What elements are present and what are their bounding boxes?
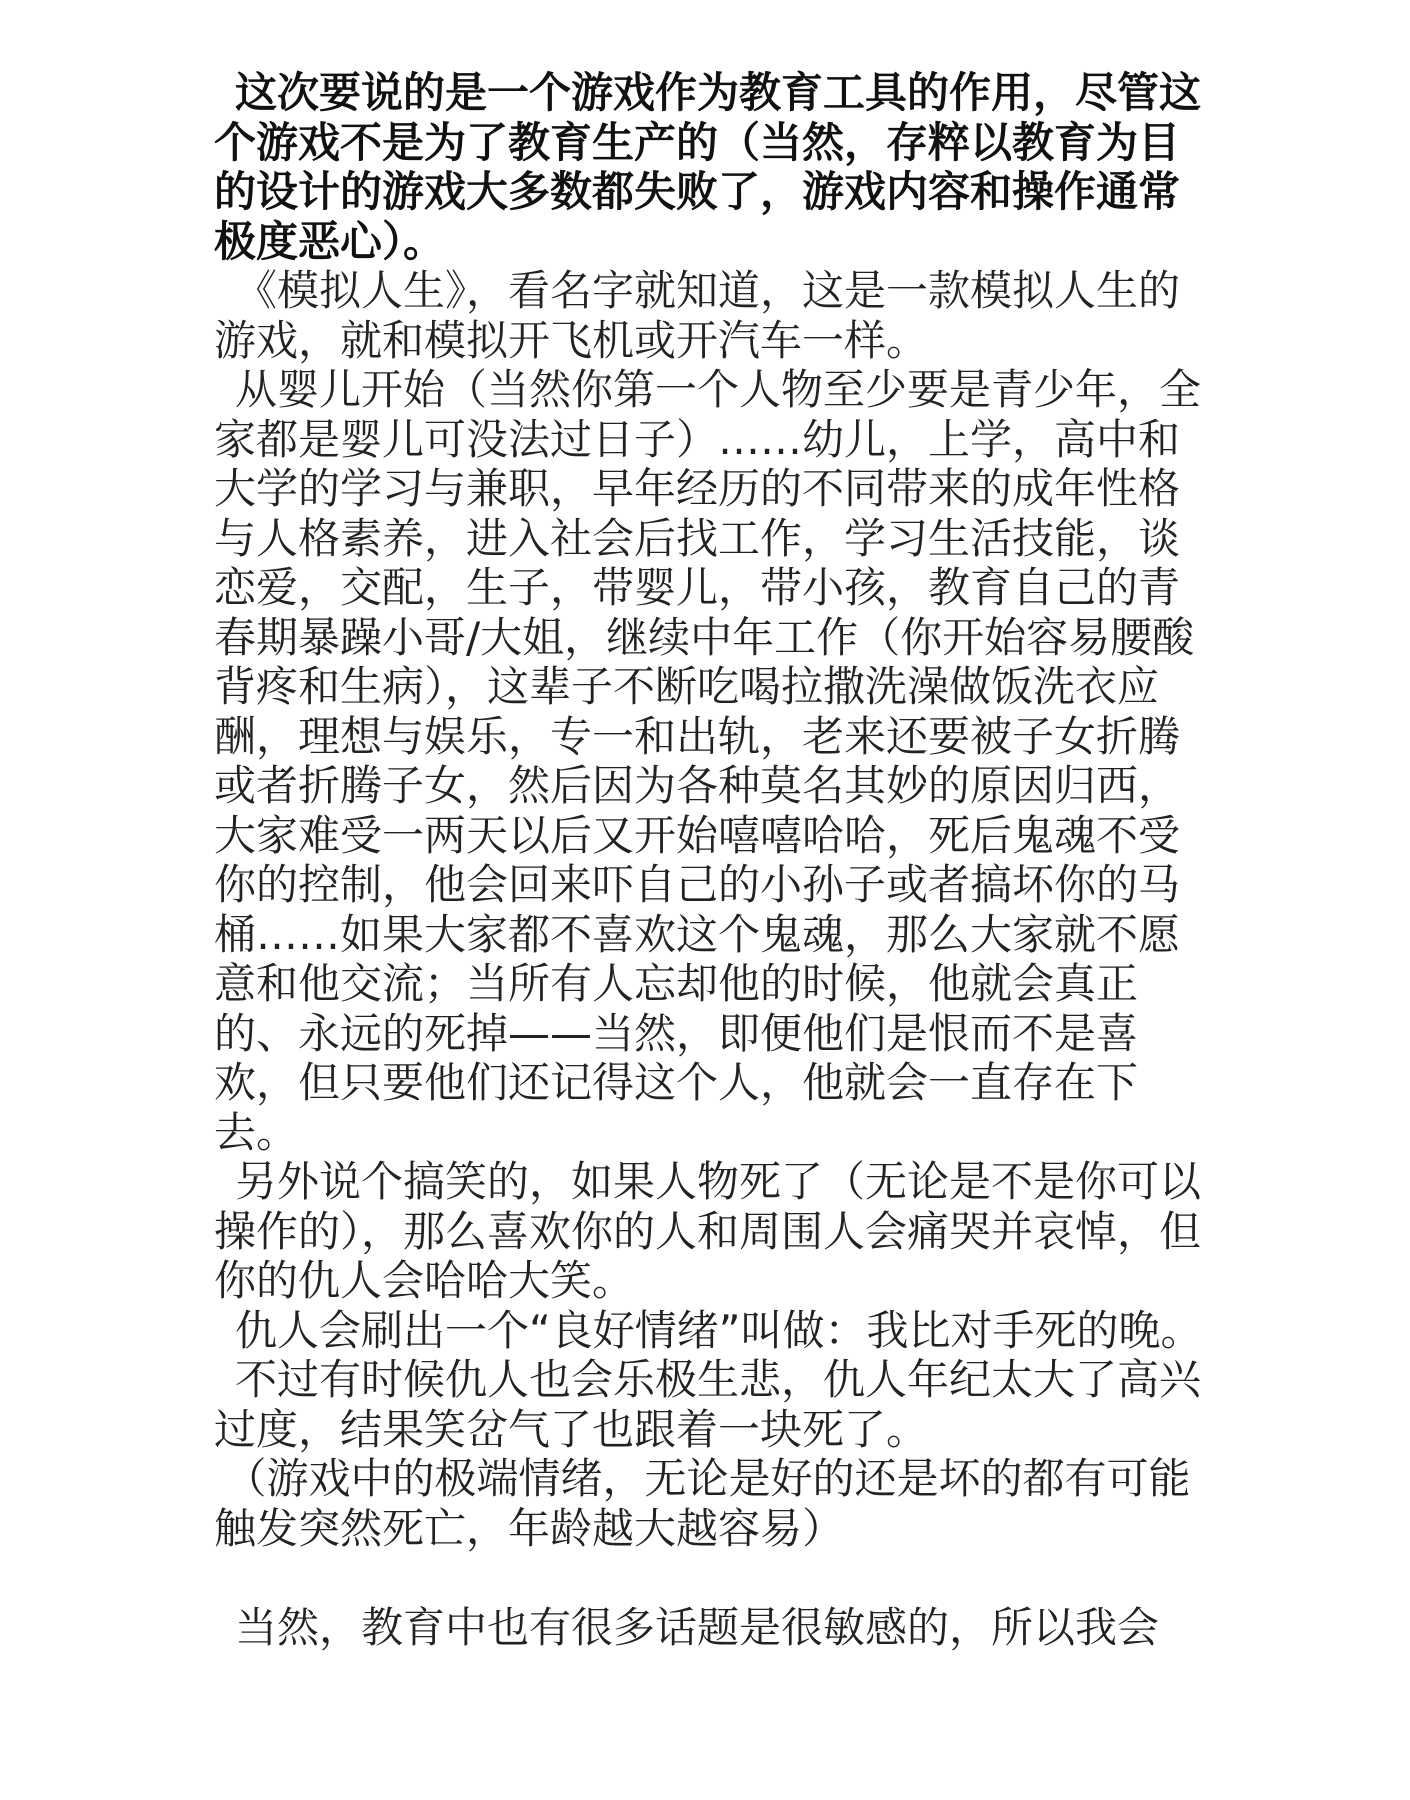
extreme-emotion-paragraph: （游戏中的极端情绪，无论是好的还是坏的都有可能触发突然死亡，年龄越大越容易） — [214, 1454, 1191, 1553]
article-body — [214, 68, 1204, 1652]
enemy-death-paragraph: 不过有时候仇人也会乐极生悲，仇人年纪太大了高兴过度，结果笑岔气了也跟着一块死了。 — [214, 1355, 1202, 1454]
death-joke-paragraph: 另外说个搞笑的，如果人物死了（无论是不是你可以操作的），那么喜欢你的人和周围人会痛哭并哀悼，但你的仇人会哈哈大笑。 — [214, 1157, 1202, 1305]
sims-title-paragraph: 《模拟人生》，看名字就知道，这是一款模拟人生的游戏，就和模拟开飞机或开汽车一样。 — [214, 266, 1181, 365]
paragraph-spacer — [214, 1553, 1204, 1603]
enemy-mood-paragraph: 仇人会刷出一个“良好情绪”叫做：我比对手死的晚。 — [235, 1305, 1203, 1355]
life-cycle-paragraph: 从婴儿开始（当然你第一个人物至少要是青少年，全家都是婴儿可没法过日子）……幼儿，上学，高中和大学的学习与兼职，早年经历的不同带来的成年性格与人格素养，进入社会后找工作，学习生活技能，谈恋爱，交配，生子，带婴儿，带小孩，教育自己的青春期暴躁小哥/大姐，继续中年工作（你开始容易腰酸背疼和生病），这辈子不断吃喝拉撒洗澡做饭洗衣应酬，理想与娱乐，专一和出轨，老来还要被子女折腾或者折腾子女，然后因为各种莫名其妙的原因归西，大家难受一两天以后又开始嘻嘻哈哈，死后鬼魂不受你的控制，他会回来吓自己的小孙子或者搞坏你的马桶……如果大家都不喜欢这个鬼魂，那么大家就不愿意和他交流；当所有人忘却他的时候，他就会真正的、永远的死掉——当然，即便他们是恨而不是喜欢，但只要他们还记得这个人，他就会一直存在下去。 — [214, 365, 1202, 1157]
intro-paragraph: 这次要说的是一个游戏作为教育工具的作用，尽管这个游戏不是为了教育生产的（当然，存粹以教育为目的设计的游戏大多数都失败了，游戏内容和操作通常极度恶心）。 — [214, 68, 1202, 266]
closing-paragraph: 当然，教育中也有很多话题是很敏感的，所以我会 — [235, 1602, 1160, 1652]
